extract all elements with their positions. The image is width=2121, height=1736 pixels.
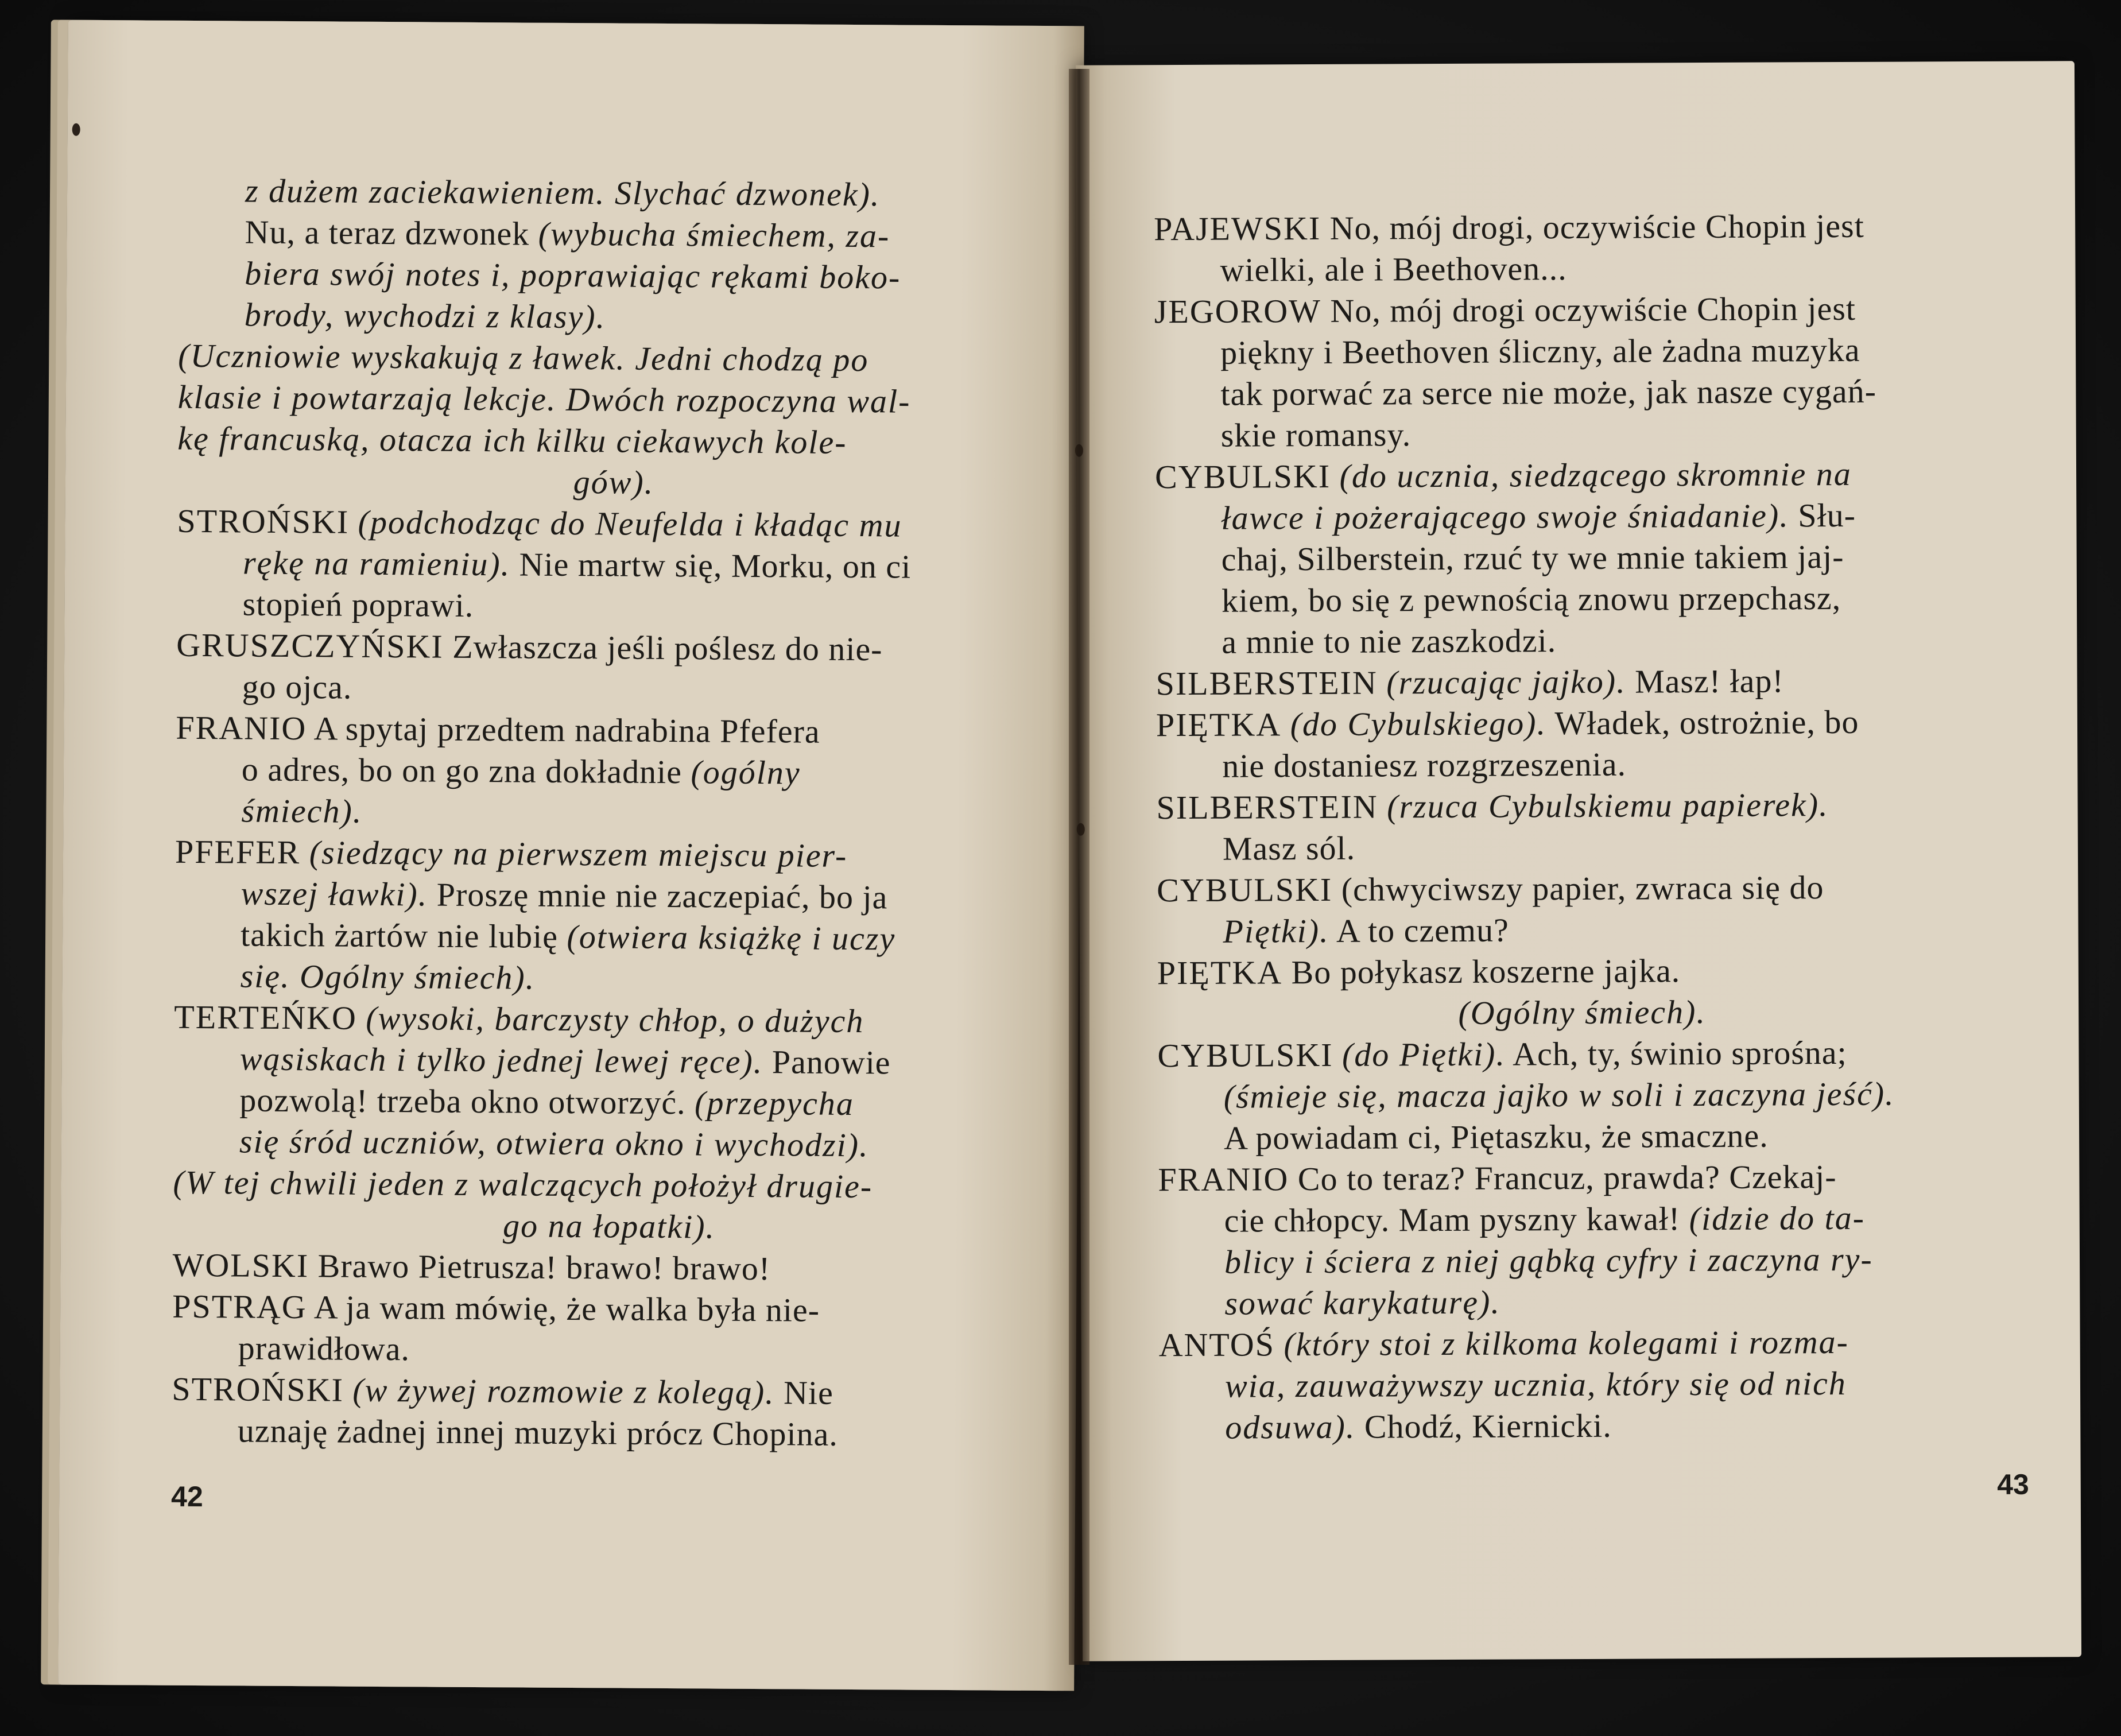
text-line (174, 1038, 1046, 1084)
dialogue-text: Nu, a teraz dzwonek (245, 213, 538, 253)
stage-direction: klasie i powtarzają lekcje. Dwóch rozpoczyna wal- (177, 378, 911, 420)
text-line (1157, 825, 2006, 870)
stage-direction: (śmieje się, macza jajko w soli i zaczyna jeść). (1223, 1075, 1895, 1115)
text-line (172, 1369, 1044, 1415)
text-line (1154, 370, 2004, 415)
dialogue-text: Słu- (1789, 496, 1856, 534)
dialogue-text: tak porwać za serce nie może, jak nasze cygań- (1220, 372, 1877, 413)
text-line (1156, 536, 2005, 580)
text-line (173, 1203, 1045, 1250)
speaker-name: CYBULSKI (1157, 870, 1333, 909)
dialogue-text (349, 503, 358, 541)
stage-direction: gów). (573, 463, 654, 501)
text-line (1154, 329, 2004, 374)
text-line (173, 1079, 1046, 1126)
text-line (1158, 1073, 2007, 1118)
text-line (1156, 784, 2006, 828)
dialogue-text: nie dostaniesz rozgrzeszenia. (1222, 745, 1627, 785)
dialogue-text (1333, 1036, 1342, 1074)
speaker-name: GRUSZCZYŃSKI (176, 626, 444, 665)
stage-direction: (siedzący na pierwszem miejscu pier- (309, 834, 848, 874)
text-line (1157, 1032, 2007, 1076)
dialogue-text: Panowie (763, 1043, 891, 1082)
speaker-name: CYBULSKI (1154, 457, 1331, 496)
text-line (1159, 1362, 2008, 1407)
speaker-name: SILBERSTEIN (1156, 788, 1378, 827)
dialogue-text: Władek, ostrożnie, bo (1546, 703, 1859, 742)
stage-direction: odsuwa). (1225, 1408, 1356, 1446)
speaker-name: PIĘTKA (1157, 954, 1283, 992)
book-gutter (1069, 69, 1089, 1665)
stage-direction: (Ogólny śmiech). (1458, 993, 1707, 1032)
text-line (179, 211, 1051, 258)
speaker-name: SILBERSTEIN (1156, 664, 1378, 703)
text-line (1158, 1238, 2008, 1283)
dialogue-text: Bo połykasz koszerne jajka. (1282, 952, 1681, 991)
text-line (172, 1286, 1045, 1332)
text-line (172, 1245, 1045, 1291)
text-line (173, 1162, 1045, 1208)
text-line (1156, 618, 2005, 663)
text-line (175, 873, 1047, 919)
stage-direction: (Uczniowie wyskakują z ławek. Jedni chodzą po (178, 336, 869, 379)
stage-direction: Piętki). (1223, 912, 1329, 950)
text-line (174, 997, 1046, 1043)
text-line (172, 1327, 1045, 1374)
speaker-name: STROŃSKI (172, 1370, 344, 1409)
right-page-number: 43 (1996, 1468, 2029, 1501)
dialogue-text: A spytaj przedtem nadrabina Pfefera (307, 710, 820, 750)
stage-direction: się śród uczniów, otwiera okno i wychodzi). (239, 1122, 869, 1164)
speaker-name: CYBULSKI (1157, 1036, 1333, 1075)
text-line (1156, 577, 2005, 622)
dialogue-text: Brawo Pietrusza! brawo! brawo! (308, 1247, 771, 1288)
stage-direction: wszej ławki). (241, 874, 428, 913)
right-page-text (1154, 205, 2008, 1448)
text-line (176, 625, 1049, 671)
stage-direction: (do Piętki). (1341, 1035, 1506, 1074)
text-line (176, 583, 1049, 630)
dialogue-text: Masz sól. (1222, 829, 1356, 867)
text-line (1156, 701, 2006, 746)
dialogue-text (1275, 1326, 1284, 1363)
stage-direction: (do Cybulskiego). (1290, 704, 1547, 743)
text-line (1158, 1156, 2007, 1200)
right-page (1076, 61, 2081, 1661)
text-line (177, 459, 1050, 506)
text-line (176, 749, 1048, 795)
stage-direction: wia, zauważywszy ucznia, który się od nich (1224, 1364, 1847, 1405)
text-line (1155, 453, 2004, 498)
text-line (1159, 1404, 2008, 1448)
text-line (1156, 660, 2005, 704)
dialogue-text: prawidłowa. (238, 1329, 410, 1368)
dialogue-text: A ja wam mówię, że walka była nie- (307, 1288, 820, 1329)
dialogue-text: chaj, Silberstein, rzuć ty we mnie takiem jaj- (1221, 537, 1844, 578)
text-line (179, 170, 1052, 216)
text-line (179, 253, 1051, 299)
left-page-text (172, 170, 1052, 1456)
dialogue-text: Co to teraz? Francuz, prawda? Czekaj- (1289, 1158, 1837, 1198)
dialogue-text (357, 999, 366, 1037)
dialogue-text: Ach, ty, świnio sprośna; (1505, 1033, 1847, 1073)
text-line (1157, 866, 2006, 911)
text-line (1155, 494, 2004, 539)
stage-direction: się. Ogólny śmiech). (240, 957, 536, 997)
dialogue-text: piękny i Beethoven śliczny, ale żadna muzyka (1220, 331, 1860, 371)
text-line (176, 666, 1049, 712)
stage-direction: go na łopatki). (502, 1207, 716, 1246)
text-line (173, 1121, 1046, 1167)
speaker-name: PAJEWSKI (1154, 209, 1321, 248)
dialogue-text: No, mój drogi oczywiście Chopin jest (1321, 289, 1856, 330)
text-line (1154, 205, 2003, 250)
left-page (58, 20, 1084, 1691)
text-line (1154, 246, 2003, 291)
dialogue-text: go ojca. (242, 668, 352, 706)
dialogue-text (1378, 788, 1387, 825)
text-line (1158, 1114, 2007, 1159)
dialogue-text: skie romansy. (1220, 416, 1412, 454)
text-line (177, 501, 1049, 547)
speaker-name: FRANIO (176, 708, 307, 747)
text-line (175, 790, 1048, 836)
stage-direction: (który stoi z kilkoma kolegami i rozma- (1284, 1323, 1849, 1363)
dialogue-text: wielki, ale i Beethoven... (1220, 250, 1567, 289)
dialogue-text: Nie martw się, Morku, on ci (510, 545, 912, 586)
dialogue-text: Nie (774, 1374, 834, 1412)
text-line (174, 955, 1046, 1002)
stage-direction: rękę na ramieniu). (242, 544, 511, 583)
stage-direction: wąsiskach i tylko jednej lewej ręce). (239, 1040, 763, 1081)
stage-direction: (W tej chwili jeden z walczących położył drugie- (173, 1163, 873, 1206)
stage-direction: (otwiera książkę i uczy (567, 917, 896, 958)
stage-direction: sować karykaturę). (1224, 1283, 1501, 1322)
stage-direction: brody, wychodzi z klasy). (244, 296, 606, 336)
dialogue-text: stopień poprawi. (242, 585, 474, 624)
dialogue-text (1281, 706, 1290, 743)
stage-direction: (rzucając jajko). (1386, 662, 1626, 702)
text-line (179, 294, 1051, 340)
text-line (1154, 288, 2004, 332)
speaker-name: TERTEŃKO (174, 998, 358, 1037)
stage-direction: (idzie do ta- (1689, 1199, 1866, 1238)
speaker-name: FRANIO (1158, 1160, 1289, 1199)
dialogue-text: a mnie to nie zaszkodzi. (1222, 622, 1557, 661)
speaker-name: WOLSKI (172, 1246, 309, 1285)
dialogue-text (300, 834, 309, 871)
speaker-name: PFEFER (175, 832, 301, 871)
text-line (1158, 1197, 2008, 1242)
text-line (1156, 742, 2006, 787)
left-page-number: 42 (170, 1480, 203, 1513)
text-line (1158, 1280, 2008, 1324)
text-line (178, 335, 1050, 382)
stage-direction: śmiech). (241, 792, 363, 830)
dialogue-text: Proszę mnie nie zaczepiać, bo ja (428, 875, 888, 916)
stage-direction: (w żywej rozmowie z kolegą). (352, 1371, 775, 1412)
dialogue-text: kiem, bo się z pewnością znowu przepchasz, (1221, 579, 1841, 619)
text-line (175, 914, 1047, 960)
stage-direction: (podchodząc do Neufelda i kładąc mu (358, 503, 902, 544)
stage-direction: (rzuca Cybulskiemu papierek). (1387, 786, 1829, 826)
text-line (172, 1410, 1044, 1456)
stage-direction: (do ucznia, siedzącego skromnie na (1339, 455, 1852, 495)
stage-direction: (przepycha (694, 1084, 855, 1123)
dialogue-text: Zwłaszcza jeśli poślesz do nie- (443, 627, 883, 668)
text-line (1159, 1321, 2008, 1366)
text-line (175, 831, 1048, 878)
dialogue-text: Masz! łap! (1626, 662, 1784, 700)
dialogue-text: o adres, bo on go zna dokładnie (241, 750, 691, 791)
dialogue-text: pozwolą! trzeba okno otworzyć. (239, 1081, 695, 1122)
stage-direction: blicy i ściera z niej gąbką cyfry i zaczyna ry- (1224, 1240, 1873, 1281)
text-line (1157, 990, 2007, 1035)
speaker-name: ANTOŚ (1158, 1326, 1275, 1364)
dialogue-text (344, 1371, 353, 1409)
stage-direction: (wybucha śmiechem, za- (538, 215, 890, 255)
stage-direction: biera swój notes i, poprawiając rękami boko- (244, 254, 901, 296)
dialogue-text: uznaję żadnej innej muzyki prócz Chopina. (237, 1412, 839, 1453)
dialogue-text: A to czemu? (1329, 911, 1509, 950)
stage-direction: kę francuską, otacza ich kilku ciekawych kole- (177, 419, 847, 461)
stage-direction: ławce i pożerającego swoje śniadanie). (1221, 497, 1789, 537)
text-line (1157, 949, 2007, 994)
dialogue-text: cie chłopcy. Mam pyszny kawał! (1224, 1200, 1689, 1239)
dialogue-text: Chodź, Kiernicki. (1355, 1406, 1612, 1446)
speaker-name: PIĘTKA (1156, 706, 1282, 744)
text-line (1155, 412, 2004, 456)
dialogue-text (1331, 458, 1340, 495)
text-line (177, 418, 1050, 464)
text-line (177, 542, 1049, 588)
stage-direction: (wysoki, barczysty chłop, o dużych (366, 999, 864, 1040)
stage-direction: z dużem zaciekawieniem. Slychać dzwonek). (245, 172, 881, 214)
text-line (176, 707, 1048, 754)
speaker-name: STROŃSKI (177, 502, 350, 541)
binding-hole (72, 123, 80, 136)
speaker-name: JEGOROW (1154, 292, 1322, 331)
text-line (1157, 908, 2006, 952)
dialogue-text: takich żartów nie lubię (240, 916, 567, 955)
text-line (178, 377, 1050, 423)
dialogue-text: (chwyciwszy papier, zwraca się do (1332, 869, 1824, 908)
stage-direction: (ogólny (691, 753, 801, 792)
dialogue-text: A powiadam ci, Piętaszku, że smaczne. (1223, 1117, 1769, 1157)
dialogue-text (1378, 664, 1387, 701)
speaker-name: PSTRĄG (172, 1287, 307, 1326)
dialogue-text: No, mój drogi, oczywiście Chopin jest (1321, 207, 1864, 247)
